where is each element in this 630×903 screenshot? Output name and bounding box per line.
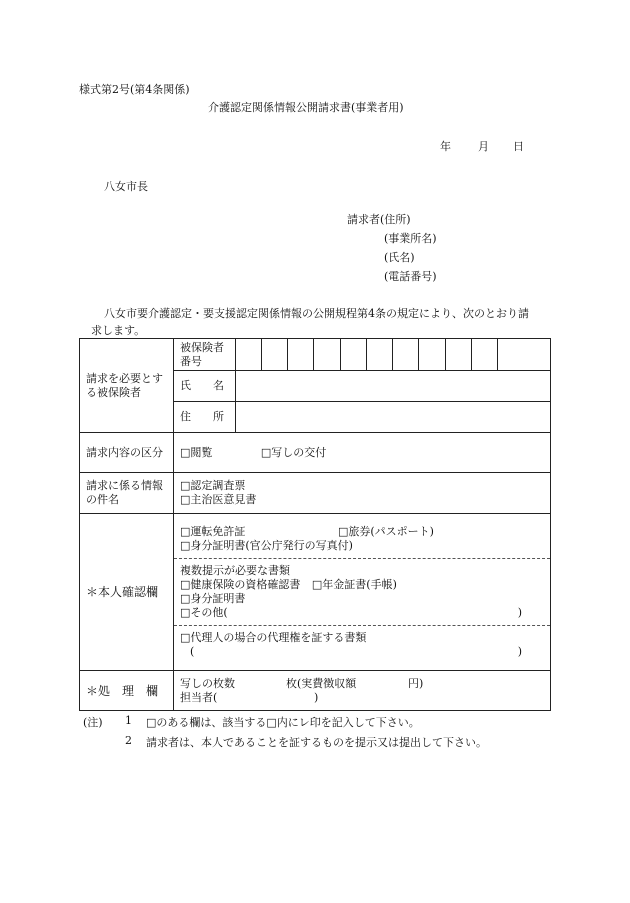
insured-number-digit[interactable] <box>472 339 498 371</box>
insured-number-label: 被保険者番号 <box>173 339 235 371</box>
addressee: 八女市長 <box>104 180 148 193</box>
requester-address-label: 請求者(住所) <box>347 213 411 226</box>
intro-line-2: 求します。 <box>91 324 146 337</box>
person-in-charge-close: ) <box>313 690 319 704</box>
other-checkbox[interactable]: □その他( <box>179 606 228 619</box>
insured-number-digit[interactable] <box>261 339 287 371</box>
proxy-open-paren: ( <box>189 645 195 658</box>
date-year-label: 年 <box>440 140 451 153</box>
requester-name-label: (氏名) <box>384 251 415 264</box>
insured-number-digit[interactable] <box>314 339 340 371</box>
insured-number-digit[interactable] <box>235 339 261 371</box>
other-close-paren: ) <box>517 606 522 619</box>
note-1-text: □のある欄は、該当する□内にレ印を記入して下さい。 <box>146 716 420 729</box>
drivers-license-checkbox[interactable]: □運転免許証 <box>179 525 246 538</box>
info-item-options <box>173 473 550 514</box>
notes-prefix: (注) <box>83 716 103 729</box>
insured-name-field[interactable] <box>235 371 550 402</box>
dashed-divider <box>174 558 550 559</box>
page-title: 介護認定関係情報公開請求書(事業者用) <box>208 101 404 114</box>
pension-checkbox[interactable]: □年金証書(手帳) <box>311 578 397 591</box>
sheets-fee-label: 枚(実費徴収額 <box>285 676 357 690</box>
proxy-close-paren: ) <box>517 645 522 658</box>
requester-company-label: (事業所名) <box>384 232 437 245</box>
insured-number-spacer <box>498 339 551 371</box>
requester-phone-label: (電話番号) <box>384 270 437 283</box>
copies-label: 写しの枚数 <box>179 676 235 690</box>
intro-line-1: 八女市要介護認定・要支援認定関係情報の公開規程第4条の規定により、次のとおり請 <box>104 307 529 320</box>
yen-label: 円) <box>407 676 424 690</box>
insured-section-label: 請求を必要とする被保険者 <box>80 339 174 433</box>
date-month-label: 月 <box>478 140 489 153</box>
proxy-document-checkbox[interactable]: □代理人の場合の代理権を証する書類 <box>179 631 367 644</box>
health-insurance-checkbox[interactable]: □健康保険の資格確認書 <box>179 578 301 591</box>
multi-docs-heading: 複数提示が必要な書類 <box>179 564 290 577</box>
insured-number-digit[interactable] <box>366 339 392 371</box>
date-day-label: 日 <box>513 140 524 153</box>
photo-id-checkbox[interactable]: □身分証明書(官公庁発行の写真付) <box>179 539 353 552</box>
identity-check-options <box>173 514 550 671</box>
id-cert-checkbox[interactable]: □身分証明書 <box>179 592 246 605</box>
note-1-number: 1 <box>125 714 132 727</box>
dashed-divider <box>174 625 550 626</box>
insured-name-label: 氏 名 <box>173 371 235 402</box>
processing-fields <box>173 671 550 711</box>
survey-form-checkbox[interactable]: □認定調査票 <box>179 479 246 492</box>
passport-checkbox[interactable]: □旅券(パスポート) <box>337 525 434 538</box>
info-item-label: 請求に係る情報の件名 <box>80 473 174 514</box>
doctor-opinion-checkbox[interactable]: □主治医意見書 <box>179 493 257 506</box>
copy-checkbox[interactable]: □写しの交付 <box>260 445 327 459</box>
note-2-text: 請求者は、本人であることを証するものを提示又は提出して下さい。 <box>146 736 487 749</box>
view-checkbox[interactable]: □閲覧 <box>179 445 213 459</box>
request-form-table <box>79 338 551 711</box>
note-2-number: 2 <box>125 734 132 747</box>
request-type-label: 請求内容の区分 <box>80 433 174 473</box>
person-in-charge-label: 担当者( <box>179 690 218 704</box>
request-type-options <box>173 433 550 473</box>
form-number: 様式第2号(第4条関係) <box>79 83 190 96</box>
processing-label: ＊処 理 欄 <box>80 671 174 711</box>
insured-address-field[interactable] <box>235 402 550 433</box>
insured-address-label: 住 所 <box>173 402 235 433</box>
insured-number-digit[interactable] <box>340 339 366 371</box>
insured-number-digit[interactable] <box>393 339 419 371</box>
insured-number-digit[interactable] <box>445 339 471 371</box>
insured-number-digit[interactable] <box>288 339 314 371</box>
identity-check-label: ＊本人確認欄 <box>80 514 174 671</box>
insured-number-digit[interactable] <box>419 339 445 371</box>
